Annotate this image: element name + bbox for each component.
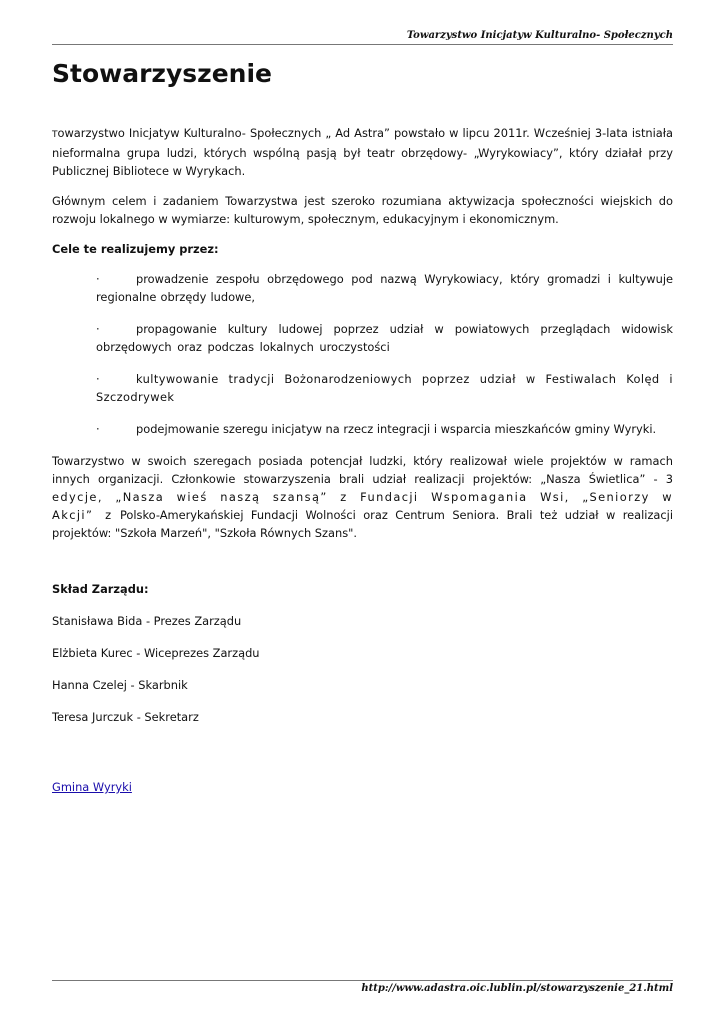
- footer-url: http://www.adastra.oic.lublin.pl/stowarzyszenie_21.html: [361, 983, 673, 994]
- board-member: Teresa Jurczuk - Sekretarz: [52, 710, 199, 724]
- gmina-wyryki-link[interactable]: Gmina Wyryki: [52, 780, 132, 794]
- goal-paragraph: Głównym celem i zadaniem Towarzystwa jest szeroko rozumiana aktywizacja społeczności wiejskich do rozwoju lokalnego w wymiarze: kulturowym, społecznym, edukacyjnym i ekonomicznym.: [52, 194, 673, 226]
- bullet-marker: ·: [96, 372, 101, 386]
- projects-paragraph: [52, 452, 673, 542]
- goal-list-item: [96, 320, 673, 356]
- header-org-name: Towarzystwo Inicjatyw Kulturalno- Społecznych: [406, 30, 673, 41]
- intro-text: owarzystwo Inicjatyw Kulturalno- Społecznych „ Ad Astra” powstało w lipcu 2011r. Wcześniej 3-lata istniała nieformalna grupa ludzi, których wspólną pasją był teatr obrzędowy- „Wyrykowiacy”, który działał przy Publicznej Bibliotece w Wyrykach.: [52, 126, 673, 178]
- page-title: Stowarzyszenie: [52, 59, 272, 88]
- intro-paragraph: [52, 124, 673, 180]
- bullet-marker: ·: [96, 422, 100, 436]
- bullet-marker: ·: [96, 322, 100, 336]
- goal-list-item-text: prowadzenie zespołu obrzędowego pod nazwą Wyrykowiacy, który gromadzi i kultywuje regionalne obrzędy ludowe,: [96, 272, 673, 304]
- bullet-marker: ·: [96, 272, 100, 286]
- board-heading: Skład Zarządu:: [52, 582, 149, 596]
- goal-list-item-text: kultywowanie tradycji Bożonarodzeniowych poprzez udział w Festiwalach Kolęd i Szczodrywek: [96, 372, 673, 404]
- goal-list-item: [96, 420, 673, 438]
- board-member: Elżbieta Kurec - Wiceprezes Zarządu: [52, 646, 260, 660]
- projects-text-3: Polsko-Amerykańskiej Fundacji Wolności oraz Centrum Seniora. Brali też udział w realizacji projektów: "Szkoła Marzeń", "Szkoła Równych Szans".: [52, 508, 674, 540]
- goals-heading: Cele te realizujemy przez:: [52, 242, 219, 256]
- page-header: [52, 28, 673, 45]
- goal-list-item: [96, 370, 673, 406]
- goal-list-item-text: propagowanie kultury ludowej poprzez udział w powiatowych przeglądach widowisk obrzędowych oraz podczas lokalnych uroczystości: [96, 322, 673, 354]
- article-body: [52, 124, 673, 796]
- board-member: Hanna Czelej - Skarbnik: [52, 678, 188, 692]
- intro-first-letter: T: [52, 130, 58, 140]
- goal-list-item: [96, 270, 673, 306]
- projects-text-1: Towarzystwo w swoich szeregach posiada potencjał ludzki, który realizował wiele projektów w ramach innych organizacji. Członkowie stowarzyszenia brali udział realizacji projektów: „Nasza Świetlica” - 3: [52, 454, 673, 486]
- projects-text-2: edycje, „Nasza wieś naszą szansą” z Fundacji Wspomagania Wsi, „Seniorzy w Akcji” z: [52, 490, 673, 522]
- goal-list-item-text: podejmowanie szeregu inicjatyw na rzecz integracji i wsparcia mieszkańców gminy Wyryki.: [136, 422, 657, 436]
- board-member: Stanisława Bida - Prezes Zarządu: [52, 614, 242, 628]
- page-footer: [52, 980, 673, 997]
